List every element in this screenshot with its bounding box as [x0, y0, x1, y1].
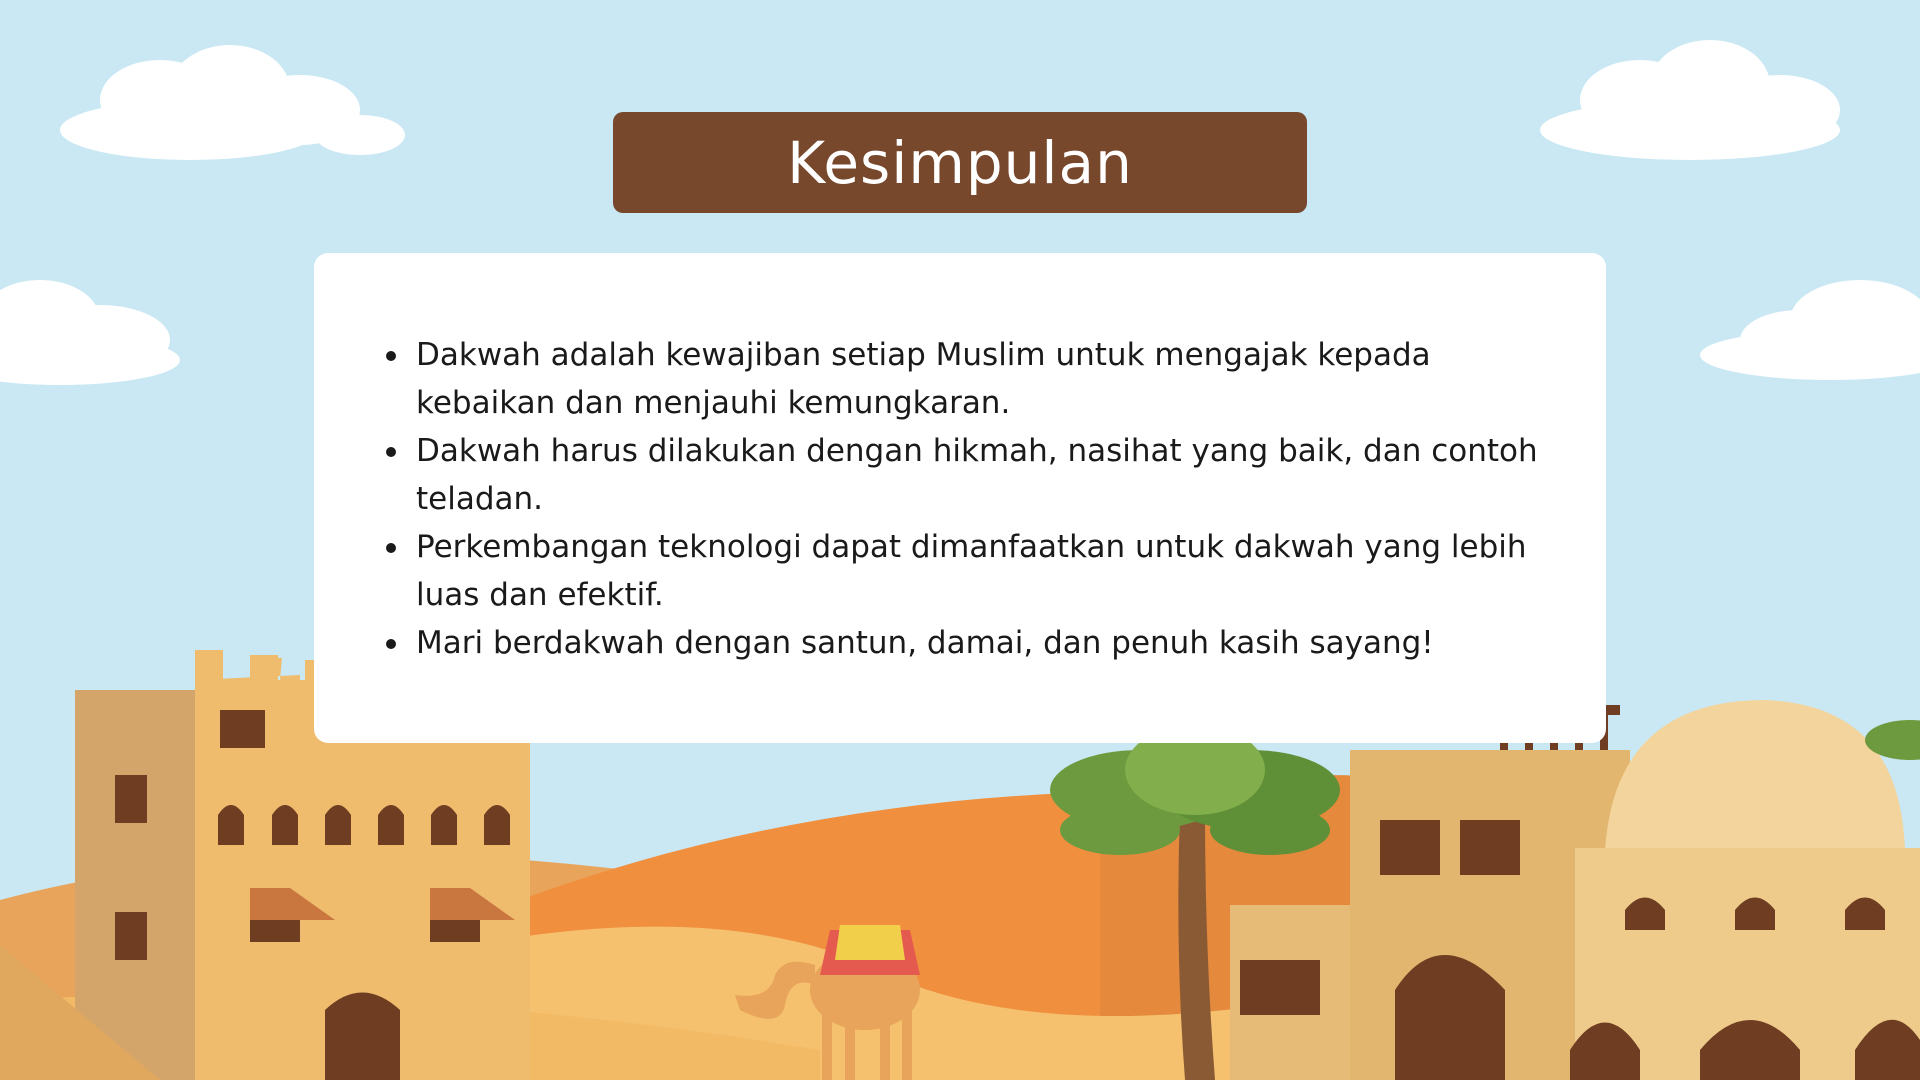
slide-title: Kesimpulan: [613, 112, 1307, 213]
cloud-icon: [60, 45, 405, 160]
list-item: Perkembangan teknologi dapat dimanfaatkan untuk dakwah yang lebih luas dan efektif.: [382, 523, 1566, 619]
list-item: Mari berdakwah dengan santun, damai, dan penuh kasih sayang!: [382, 619, 1566, 667]
conclusion-list: [382, 331, 1566, 667]
content-card: [314, 253, 1606, 743]
cloud-icon: [1540, 40, 1840, 160]
list-item: Dakwah harus dilakukan dengan hikmah, nasihat yang baik, dan contoh teladan.: [382, 427, 1566, 523]
cloud-icon: [1700, 280, 1920, 380]
list-item: Dakwah adalah kewajiban setiap Muslim untuk mengajak kepada kebaikan dan menjauhi kemungkaran.: [382, 331, 1566, 427]
cloud-icon: [0, 280, 180, 385]
